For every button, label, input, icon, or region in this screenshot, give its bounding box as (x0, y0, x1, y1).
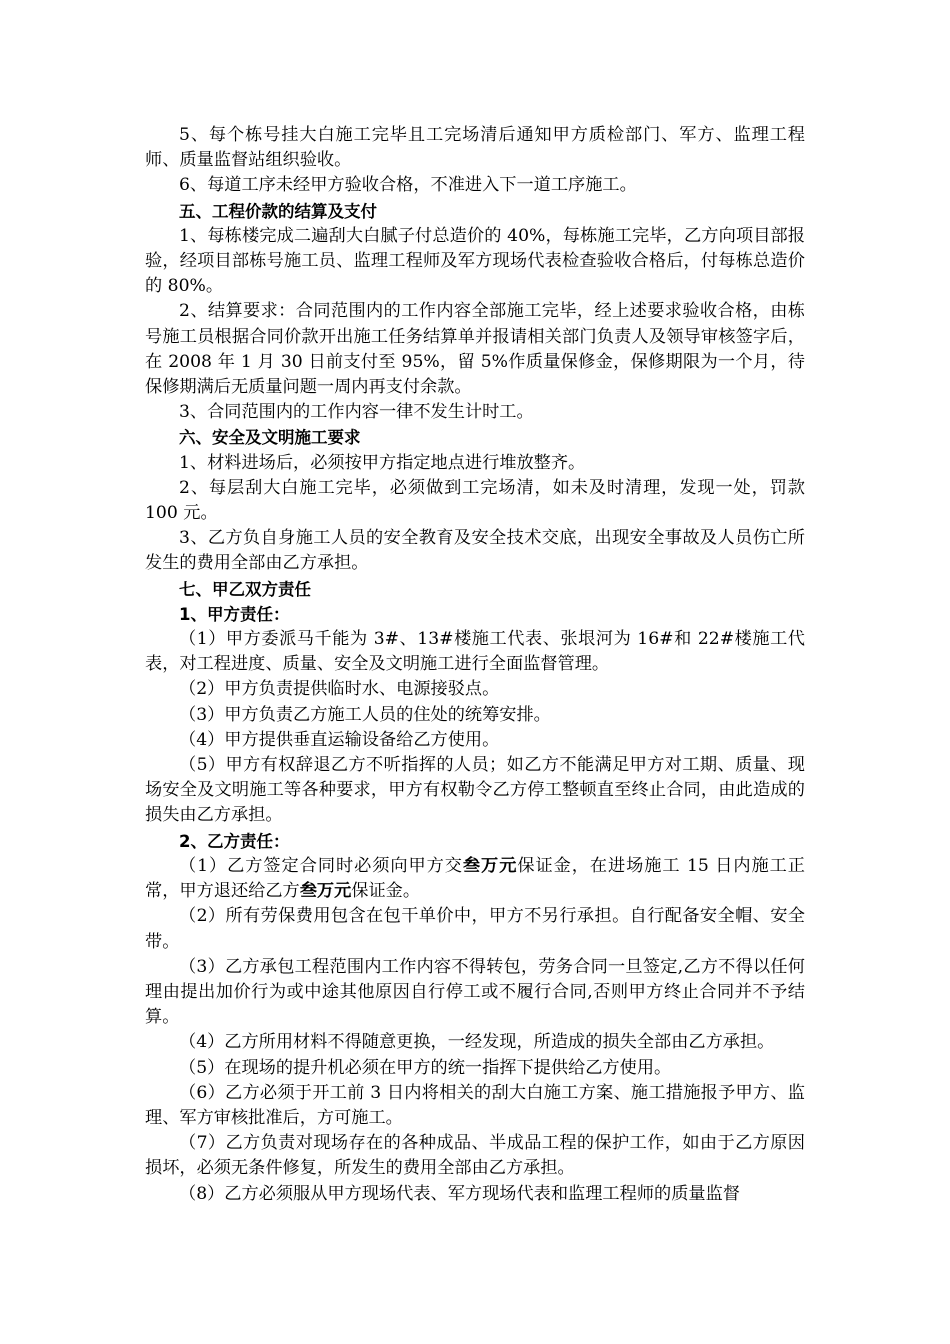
payment-clause-1: 1、每栋楼完成二遍刮大白腻子付总造价的 40%，每栋施工完毕，乙方向项目部报验，经项目部栋号施工员、监理工程师及军方现场代表检查验收合格后，付每栋总造价的 80%。 (145, 225, 805, 297)
party-b-duty-3: （3）乙方承包工程范围内工作内容不得转包，劳务合同一旦签定,乙方不得以任何理由提出加价行为或中途其他原因自行停工或不履行合同,否则甲方终止合同并不予结算。 (145, 956, 805, 1028)
clause-6-process: 6、每道工序未经甲方验收合格，不准进入下一道工序施工。 (179, 175, 637, 196)
party-b-duty-4: （4）乙方所用材料不得随意更换，一经发现，所造成的损失全部由乙方承担。 (179, 1032, 775, 1053)
document-page (145, 123, 805, 1207)
section-heading-5: 五、工程价款的结算及支付 (179, 201, 377, 221)
deposit-amount-2: 叁万元 (299, 881, 352, 902)
party-a-duty-1: （1）甲方委派马千能为 3#、13#楼施工代表、张垠河为 16#和 22#楼施工代表，对工程进度、质量、安全及文明施工进行全面监督管理。 (145, 629, 805, 675)
party-b-duty-1 (145, 854, 805, 904)
safety-clause-2: 2、每层刮大白施工完毕，必须做到工完场清，如未及时清理，发现一处，罚款 100 元。 (145, 477, 805, 524)
party-b-duty-8: （8）乙方必须服从甲方现场代表、军方现场代表和监理工程师的质量监督 (179, 1183, 740, 1204)
deposit-amount-1: 叁万元 (462, 855, 518, 876)
party-b-duty-2: （2）所有劳保费用包含在包干单价中，甲方不另行承担。自行配备安全帽、安全带。 (145, 906, 805, 952)
section-heading-6: 六、安全及文明施工要求 (179, 428, 361, 448)
payment-clause-3: 3、合同范围内的工作内容一律不发生计时工。 (179, 402, 534, 423)
section-heading-7: 七、甲乙双方责任 (179, 579, 311, 599)
party-b-duty-5: （5）在现场的提升机必须在甲方的统一指挥下提供给乙方使用。 (179, 1057, 672, 1078)
subheading-party-b: 2、乙方责任： (179, 831, 290, 851)
party-b-duty-6: （6）乙方必须于开工前 3 日内将相关的刮大白施工方案、施工措施报予甲方、监理、军方审核批准后，方可施工。 (145, 1082, 805, 1128)
party-a-duty-3: （3）甲方负责乙方施工人员的住处的统筹安排。 (179, 704, 551, 725)
payment-clause-2: 2、结算要求：合同范围内的工作内容全部施工完毕，经上述要求验收合格，由栋号施工员根据合同价款开出施工任务结算单并报请相关部门负责人及领导审核签字后，在 2008 年 1 月 30 日前支付至 95%，留 5%作质量保修金，保修期限为一个月，待保修期满后无质量问题一周内再支付余款。 (145, 301, 805, 398)
party-a-duty-2: （2）甲方负责提供临时水、电源接驳点。 (179, 679, 500, 700)
party-b-duty-1-mid: 保证金，在进场施工 15 日内施工正常，甲方退还给乙方 (145, 855, 805, 902)
party-a-duty-5: （5）甲方有权辞退乙方不听指挥的人员；如乙方不能满足甲方对工期、质量、现场安全及文明施工等各种要求，甲方有权勒令乙方停工整顿直至终止合同，由此造成的损失由乙方承担。 (145, 755, 805, 826)
party-a-duty-4: （4）甲方提供垂直运输设备给乙方使用。 (179, 729, 500, 750)
safety-clause-1: 1、材料进场后，必须按甲方指定地点进行堆放整齐。 (179, 452, 586, 473)
clause-5-inspection: 5、每个栋号挂大白施工完毕且工完场清后通知甲方质检部门、军方、监理工程师、质量监督站组织验收。 (145, 125, 805, 171)
subheading-party-a: 1、甲方责任： (179, 604, 290, 624)
party-b-duty-1-pre: （1）乙方签定合同时必须向甲方交 (179, 855, 463, 876)
safety-clause-3: 3、乙方负自身施工人员的安全教育及安全技术交底，出现安全事故及人员伤亡所发生的费用全部由乙方承担。 (145, 528, 805, 574)
party-b-duty-7: （7）乙方负责对现场存在的各种成品、半成品工程的保护工作，如由于乙方原因损坏，必须无条件修复，所发生的费用全部由乙方承担。 (145, 1133, 805, 1179)
party-b-duty-1-post: 保证金。 (351, 881, 421, 902)
